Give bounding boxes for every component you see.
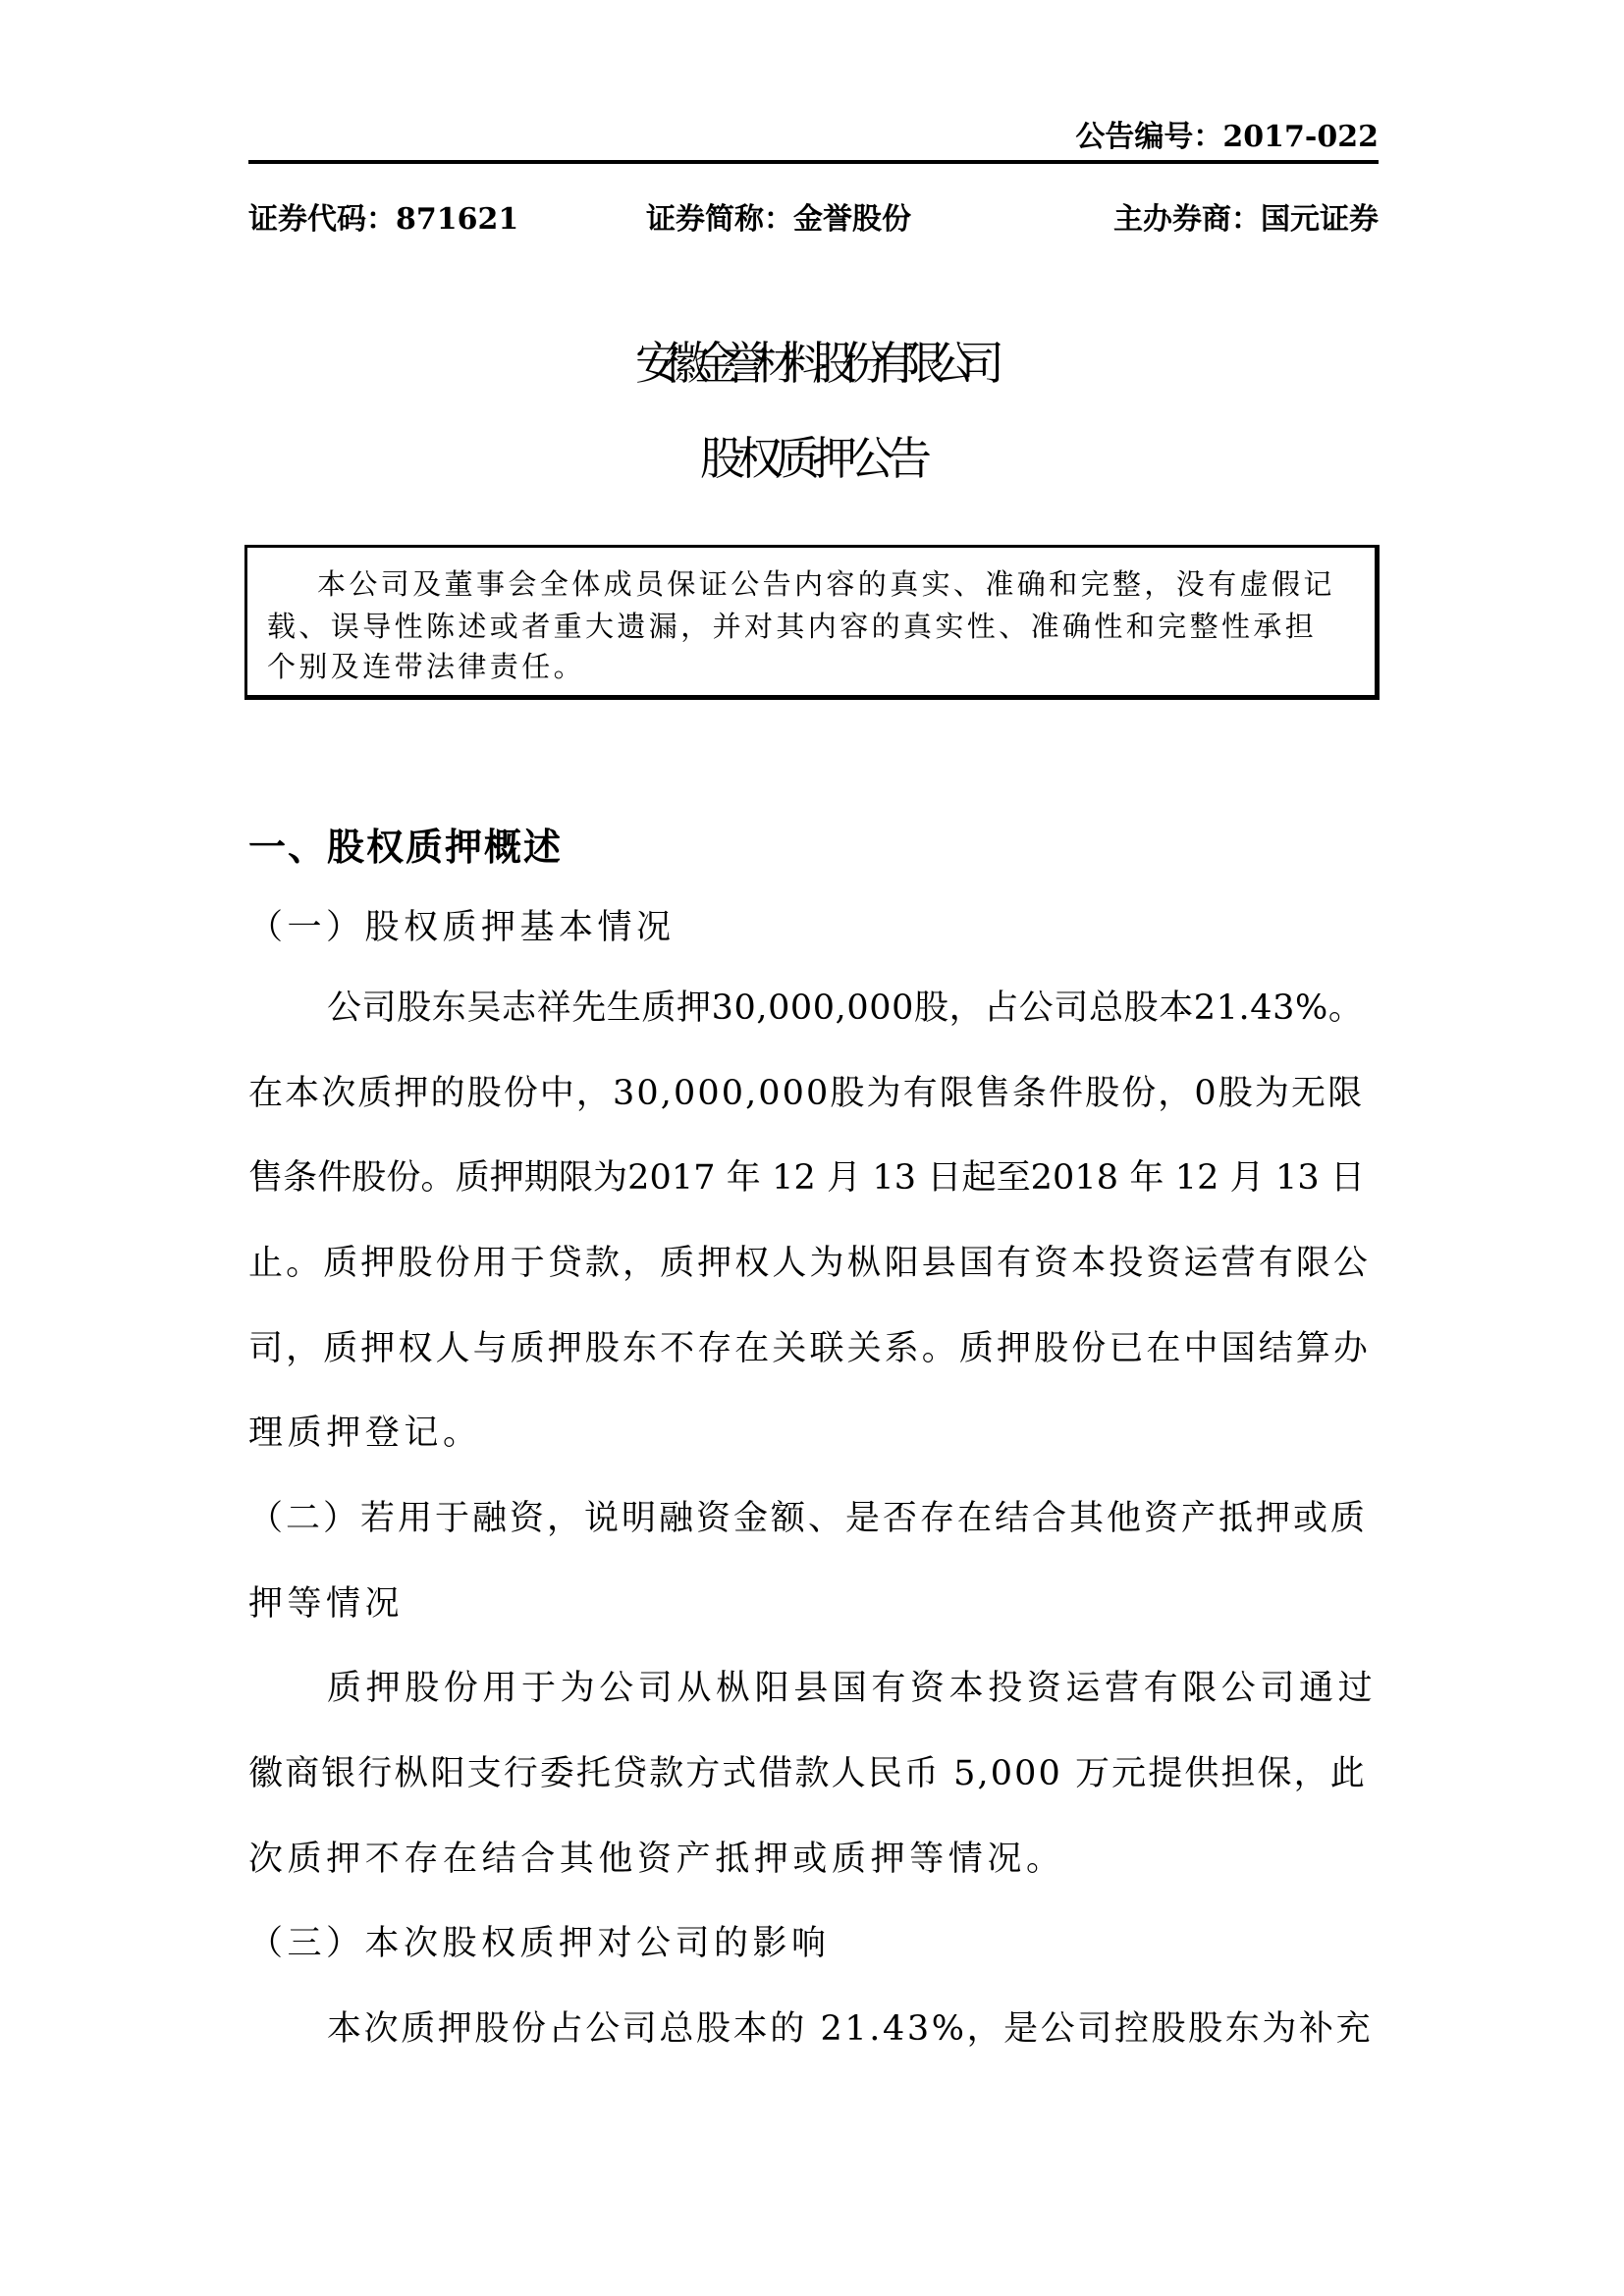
paragraph-line: 理质押登记。	[248, 1414, 482, 1453]
disclaimer-line: 本公司及董事会全体成员保证公告内容的真实、准确和完整，没有虚假记	[317, 567, 1335, 601]
subsection-heading: 押等情况	[248, 1584, 405, 1624]
paragraph-line: 在本次质押的股份中，30,000,000股为有限售条件股份，0股为无限	[248, 1074, 1365, 1113]
security-abbreviation: 证券简称：金誉股份	[646, 202, 911, 237]
company-name-title: 安徽金誉材料股份有限公司	[635, 337, 989, 390]
paragraph-line: 徽商银行枞阳支行委托贷款方式借款人民币 5,000 万元提供担保，此	[248, 1754, 1367, 1793]
paragraph-line: 公司股东吴志祥先生质押30,000,000股，占公司总股本21.43%。	[327, 988, 1364, 1028]
security-code: 证券代码：871621	[248, 202, 519, 237]
paragraph-line: 司，质押权人与质押股东不存在关联关系。质押股份已在中国结算办	[248, 1329, 1372, 1368]
header-rule	[248, 160, 1379, 164]
subsection-heading: （三）本次股权质押对公司的影响	[248, 1924, 831, 1963]
paragraph-line: 质押股份用于为公司从枞阳县国有资本投资运营有限公司通过	[327, 1669, 1378, 1708]
section-heading: 一、股权质押概述	[248, 825, 564, 869]
paragraph-line: 本次质押股份占公司总股本的 21.43%，是公司控股股东为补充	[327, 2009, 1374, 2049]
paragraph-line: 次质押不存在结合其他资产抵押或质押等情况。	[248, 1840, 1065, 1879]
paragraph-line: 售条件股份。质押期限为2017 年 12 月 13 日起至2018 年 12 月 13 日	[248, 1158, 1366, 1198]
notice-number: 公告编号：2017-022	[1075, 120, 1379, 154]
paragraph-line: 止。质押股份用于贷款，质押权人为枞阳县国有资本投资运营有限公	[248, 1244, 1372, 1283]
sponsor-broker: 主办券商：国元证券	[1113, 202, 1379, 237]
disclaimer-box	[244, 545, 1380, 700]
subsection-heading: （一）股权质押基本情况	[248, 908, 676, 947]
disclaimer-line: 载、误导性陈述或者重大遗漏，并对其内容的真实性、准确性和完整性承担	[267, 610, 1318, 643]
subsection-heading: （二）若用于融资，说明融资金额、是否存在结合其他资产抵押或质	[248, 1499, 1369, 1538]
announcement-title: 股权质押公告	[700, 432, 924, 485]
disclaimer-line: 个别及连带法律责任。	[267, 650, 586, 683]
